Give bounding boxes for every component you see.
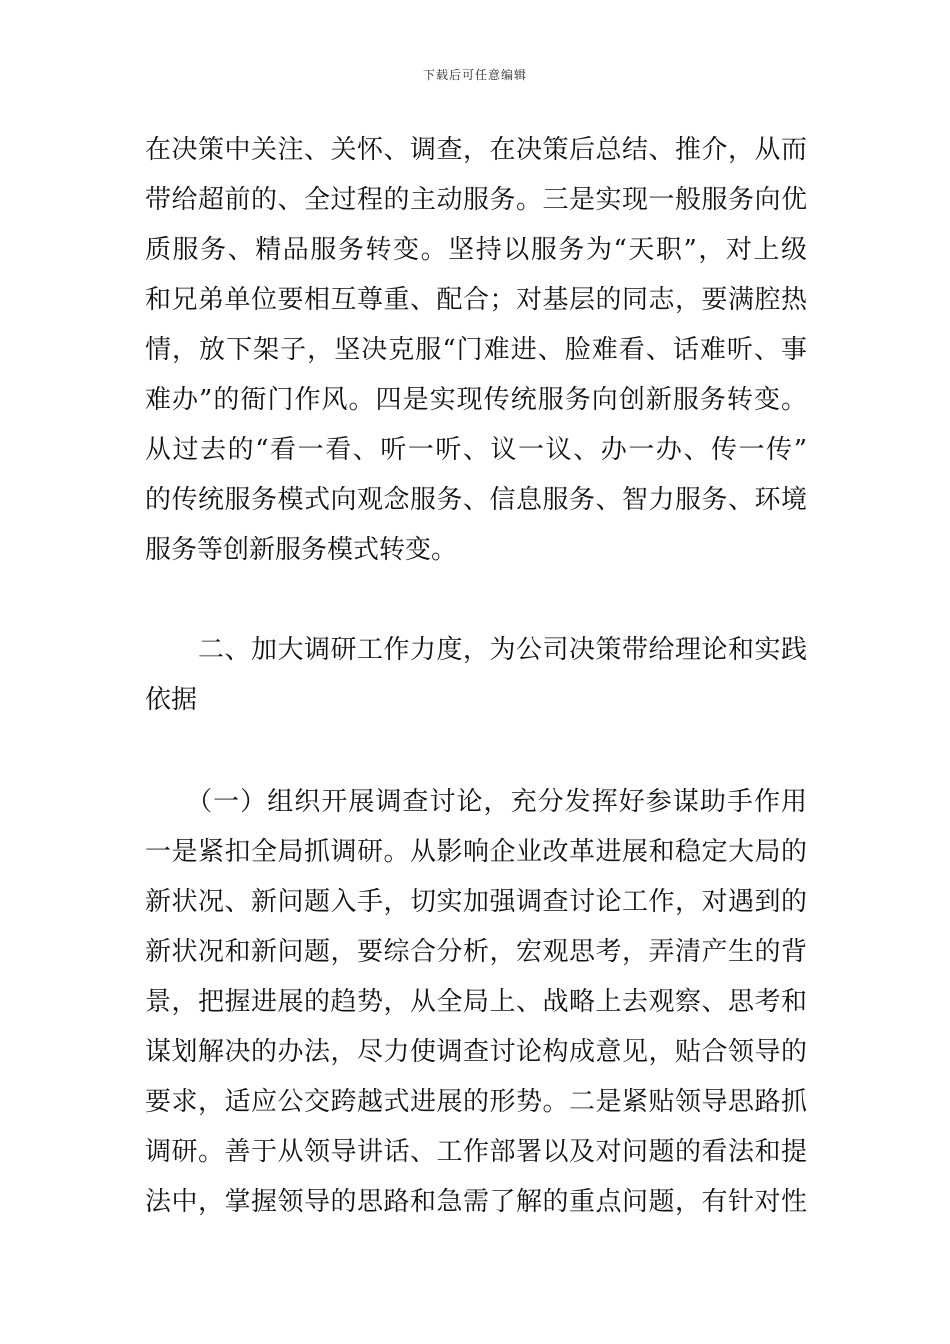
paragraph-gap <box>145 725 807 777</box>
text-line: 谋划解决的办法，尽力使调查讨论构成意见，贴合领导的 <box>145 1037 807 1067</box>
text-line: 新状况和新问题，要综合分析，宏观思考，弄清产生的背 <box>145 937 807 967</box>
text-line: 法中，掌握领导的思路和急需了解的重点问题，有针对性 <box>145 1187 807 1217</box>
text-line: 在决策中关注、关怀、调查，在决策后总结、推介，从而 <box>145 135 807 165</box>
text-line: 景，把握进展的趋势，从全局上、战略上去观察、思考和 <box>145 987 807 1017</box>
text-line: 情，放下架子，坚决克服“门难进、脸难看、话难听、事 <box>145 335 807 365</box>
text-line: 和兄弟单位要相互尊重、配合；对基层的同志，要满腔热 <box>145 285 807 315</box>
page-header-note: 下载后可任意编辑 <box>422 68 527 82</box>
text-line: 要求，适应公交跨越式进展的形势。二是紧贴领导思路抓 <box>145 1087 807 1117</box>
text-line: 的传统服务模式向观念服务、信息服务、智力服务、环境 <box>145 485 807 515</box>
paragraph-gap <box>145 575 807 625</box>
paragraph-service-transformation <box>145 125 807 575</box>
text-line: 质服务、精品服务转变。坚持以服务为“天职”，对上级 <box>145 235 807 265</box>
text-line: （一）组织开展调查讨论，充分发挥好参谋助手作用 <box>145 787 807 817</box>
text-line: 从过去的“看一看、听一听、议一议、办一办、传一传” <box>145 435 807 465</box>
document-body <box>145 125 807 1227</box>
heading-line: 二、加大调研工作力度，为公司决策带给理论和实践 <box>145 635 807 665</box>
heading-line: 依据 <box>145 685 198 715</box>
section-heading-research <box>145 625 807 725</box>
text-line: 一是紧扣全局抓调研。从影响企业改革进展和稳定大局的 <box>145 837 807 867</box>
paragraph-research-organization <box>145 777 807 1227</box>
text-line: 难办”的衙门作风。四是实现传统服务向创新服务转变。 <box>145 385 807 415</box>
text-line: 带给超前的、全过程的主动服务。三是实现一般服务向优 <box>145 185 807 215</box>
text-line: 新状况、新问题入手，切实加强调查讨论工作，对遇到的 <box>145 887 807 917</box>
text-line: 调研。善于从领导讲话、工作部署以及对问题的看法和提 <box>145 1137 807 1167</box>
text-line: 服务等创新服务模式转变。 <box>145 535 458 565</box>
